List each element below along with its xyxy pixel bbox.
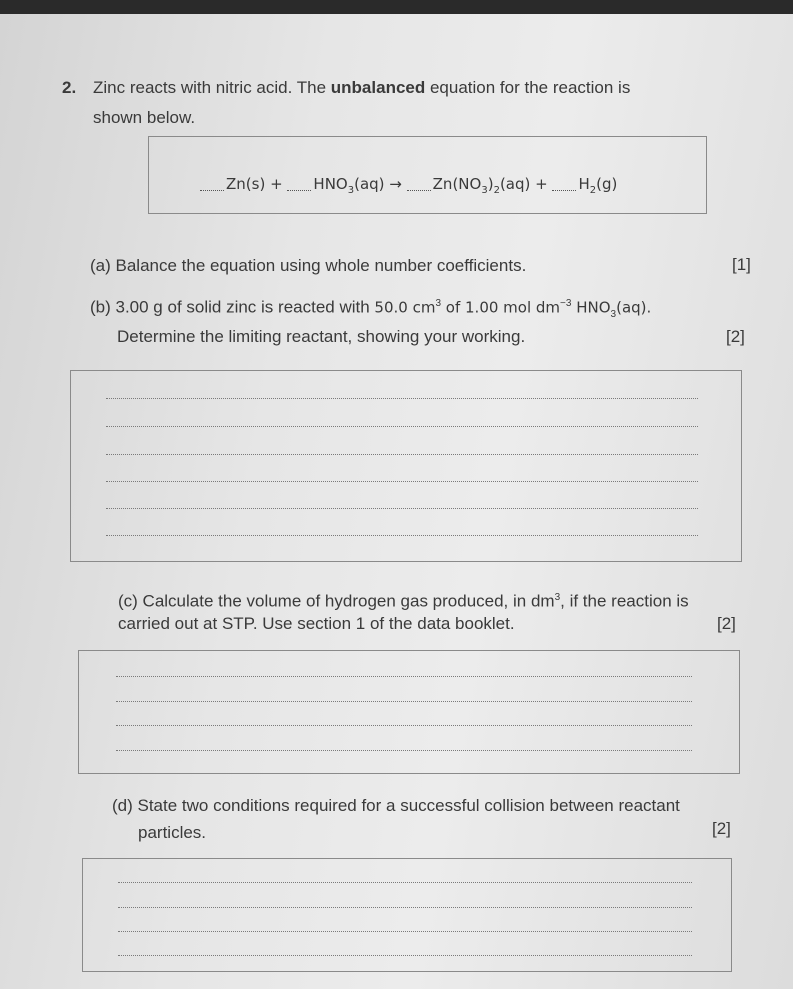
part-c-line2: carried out at STP. Use section 1 of the data booklet.: [118, 614, 515, 633]
unbalanced-emphasis: unbalanced: [330, 78, 426, 97]
answer-line: [116, 701, 692, 702]
unbalanced-equation: $Zn(s) + HNO_3(aq) \to Zn(NO_3)_2(aq) + H_2(g)$: [200, 174, 617, 201]
question-number: 2.: [62, 78, 77, 97]
part-b-line2: Determine the limiting reactant, showing your working.: [117, 327, 526, 346]
answer-line: [118, 955, 692, 956]
screen-top-bezel: [0, 0, 793, 14]
part-d-line1: (d) State two conditions required for a successful collision between reactant: [112, 796, 680, 815]
part-d-line2: particles.: [138, 823, 207, 842]
answer-line: [118, 907, 692, 908]
question-intro-line1: Zinc reacts with nitric acid. The unbalanced equation for the reaction is: [93, 78, 631, 97]
answer-line: [118, 931, 692, 932]
answer-line: [106, 454, 698, 455]
answer-line: [116, 676, 692, 677]
part-c-line1: (c) Calculate the volume of hydrogen gas produced, in $dm^3$, if the reaction is: [118, 591, 689, 611]
part-a-text: (a) Balance the equation using whole number coefficients.: [90, 256, 527, 275]
part-b-line1: (b) 3.00 g of solid zinc is reacted with 50.0 $cm^3$ of 1.00 mol $dm^{-3}$ $HNO_3(aq)$.: [90, 297, 652, 321]
part-d-marks: [2]: [712, 819, 731, 838]
answer-line: [106, 398, 698, 399]
answer-line: [106, 481, 698, 482]
answer-line: [106, 508, 698, 509]
answer-line: [116, 750, 692, 751]
part-b-marks: [2]: [726, 327, 745, 346]
question-intro-line2: shown below.: [93, 108, 196, 127]
answer-line: [118, 882, 692, 883]
answer-line: [116, 725, 692, 726]
part-c-answer-box[interactable]: [78, 650, 740, 774]
answer-line: [106, 535, 698, 536]
part-c-marks: [2]: [717, 614, 736, 633]
answer-line: [106, 426, 698, 427]
worksheet-page: [0, 14, 793, 989]
part-a-marks: [1]: [732, 255, 751, 274]
